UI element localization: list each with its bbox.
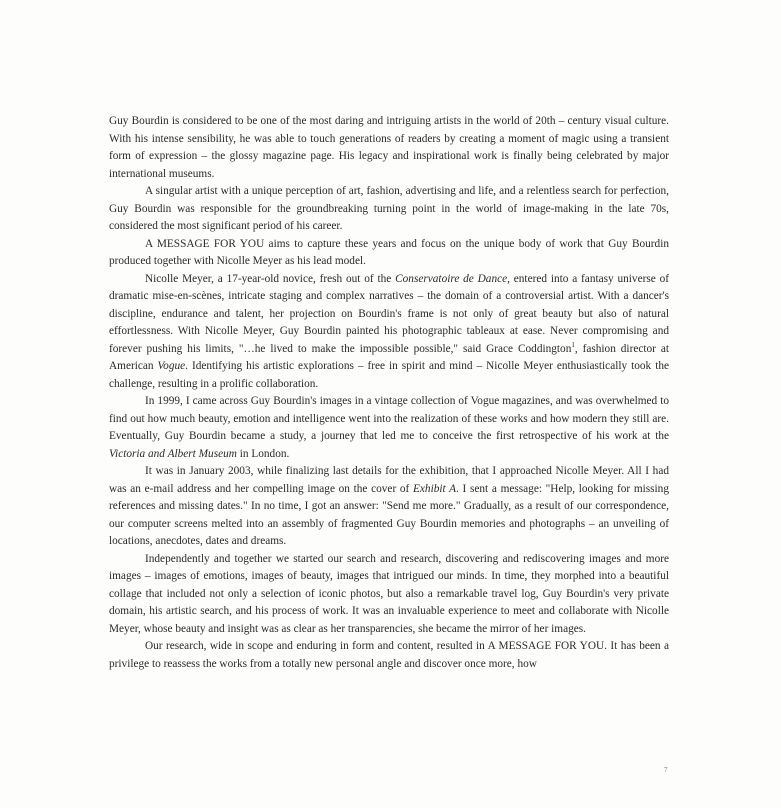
text-run: , entered into a fantasy universe of dramatic mise-en-scènes, intricate staging and complex narratives – the domain of a controversial artist. With a dancer's discipline, endurance and talent, her projection on Bourdin's frame is not only of great beauty but also of natural effortlessness. With Nicolle Meyer, Guy Bourdin painted his photographic tableaux at ease. Never compromising and forever pushing his limits, "…he lived to make the impossible possible," said Grace Coddington <box>109 272 669 355</box>
page-number: 7 <box>664 766 668 774</box>
text-run: Our research, wide in scope and enduring in form and content, resulted in A MESSAGE FOR YOU. It has been a privilege to reassess the works from a totally new personal angle and discover once more, how <box>109 640 669 670</box>
text-run: A singular artist with a unique perception of art, fashion, advertising and life, and a relentless search for perfection, Guy Bourdin was responsible for the groundbreaking turning point in the world of image-making in the late 70s, considered the most significant period of his career. <box>109 185 669 232</box>
text-run: Nicolle Meyer, a 17-year-old novice, fresh out of the <box>145 272 396 285</box>
italic-text: Exhibit A <box>413 482 457 495</box>
paragraph <box>109 183 669 236</box>
text-run: . I sent a message: "Help, looking for missing references and missing dates." In no time, I got an answer: "Send me more." Gradually, as a result of our correspondence, our computer screens melted into an assembly of fragmented Guy Bourdin memories and photographs – an unveiling of locations, anecdotes, dates and dreams. <box>109 482 669 547</box>
footnote-marker: 1 <box>571 340 575 349</box>
paragraph <box>109 551 669 639</box>
text-run: A MESSAGE FOR YOU aims to capture these years and focus on the unique body of work that Guy Bourdin produced together with Nicolle Meyer as his lead model. <box>109 237 669 267</box>
paragraph <box>109 393 669 463</box>
paragraph <box>109 236 669 271</box>
italic-text: Conservatoire de Dance <box>395 272 508 285</box>
text-run: In 1999, I came across Guy Bourdin's images in a vintage collection of Vogue magazines, and was overwhelmed to find out how much beauty, emotion and intelligence went into the realization of these works and how modern they still are. Eventually, Guy Bourdin became a study, a journey that led me to conceive the first retrospective of his work at the <box>109 395 669 442</box>
paragraph <box>109 113 669 183</box>
text-run: It was in January 2003, while finalizing last details for the exhibition, that I approached Nicolle Meyer. All I had was an e-mail address and her compelling image on the cover of <box>109 465 669 495</box>
paragraph <box>109 638 669 673</box>
italic-text: Vogue <box>157 360 186 372</box>
paragraph <box>109 271 669 394</box>
body-text <box>109 113 669 673</box>
italic-text: Victoria and Albert Museum <box>109 447 237 460</box>
text-run: Guy Bourdin is considered to be one of the most daring and intriguing artists in the world of 20th – century visual culture. With his intense sensibility, he was able to touch generations of readers by creating a moment of magic using a transient form of expression – the glossy magazine page. His legacy and inspirational work is finally being celebrated by major international museums. <box>109 115 669 180</box>
text-run: Independently and together we started our search and research, discovering and rediscovering images and more images – images of emotions, images of beauty, images that intrigued our minds. In time, they morphed into a beautiful collage that included not only a selection of iconic photos, but also a remarkable travel log, Guy Bourdin's very private domain, his artistic search, and his process of work. It was an invaluable experience to meet and collaborate with Nicolle Meyer, whose beauty and insight was as clear as her transparencies, she became the mirror of her images. <box>109 552 669 635</box>
text-run: in London. <box>236 447 290 460</box>
text-run: , fashion director at American <box>109 342 669 372</box>
text-run: . Identifying his artistic explorations – free in spirit and mind – Nicolle Meyer enthusiastically took the challenge, resulting in a prolific collaboration. <box>109 360 669 390</box>
paragraph <box>109 463 669 551</box>
